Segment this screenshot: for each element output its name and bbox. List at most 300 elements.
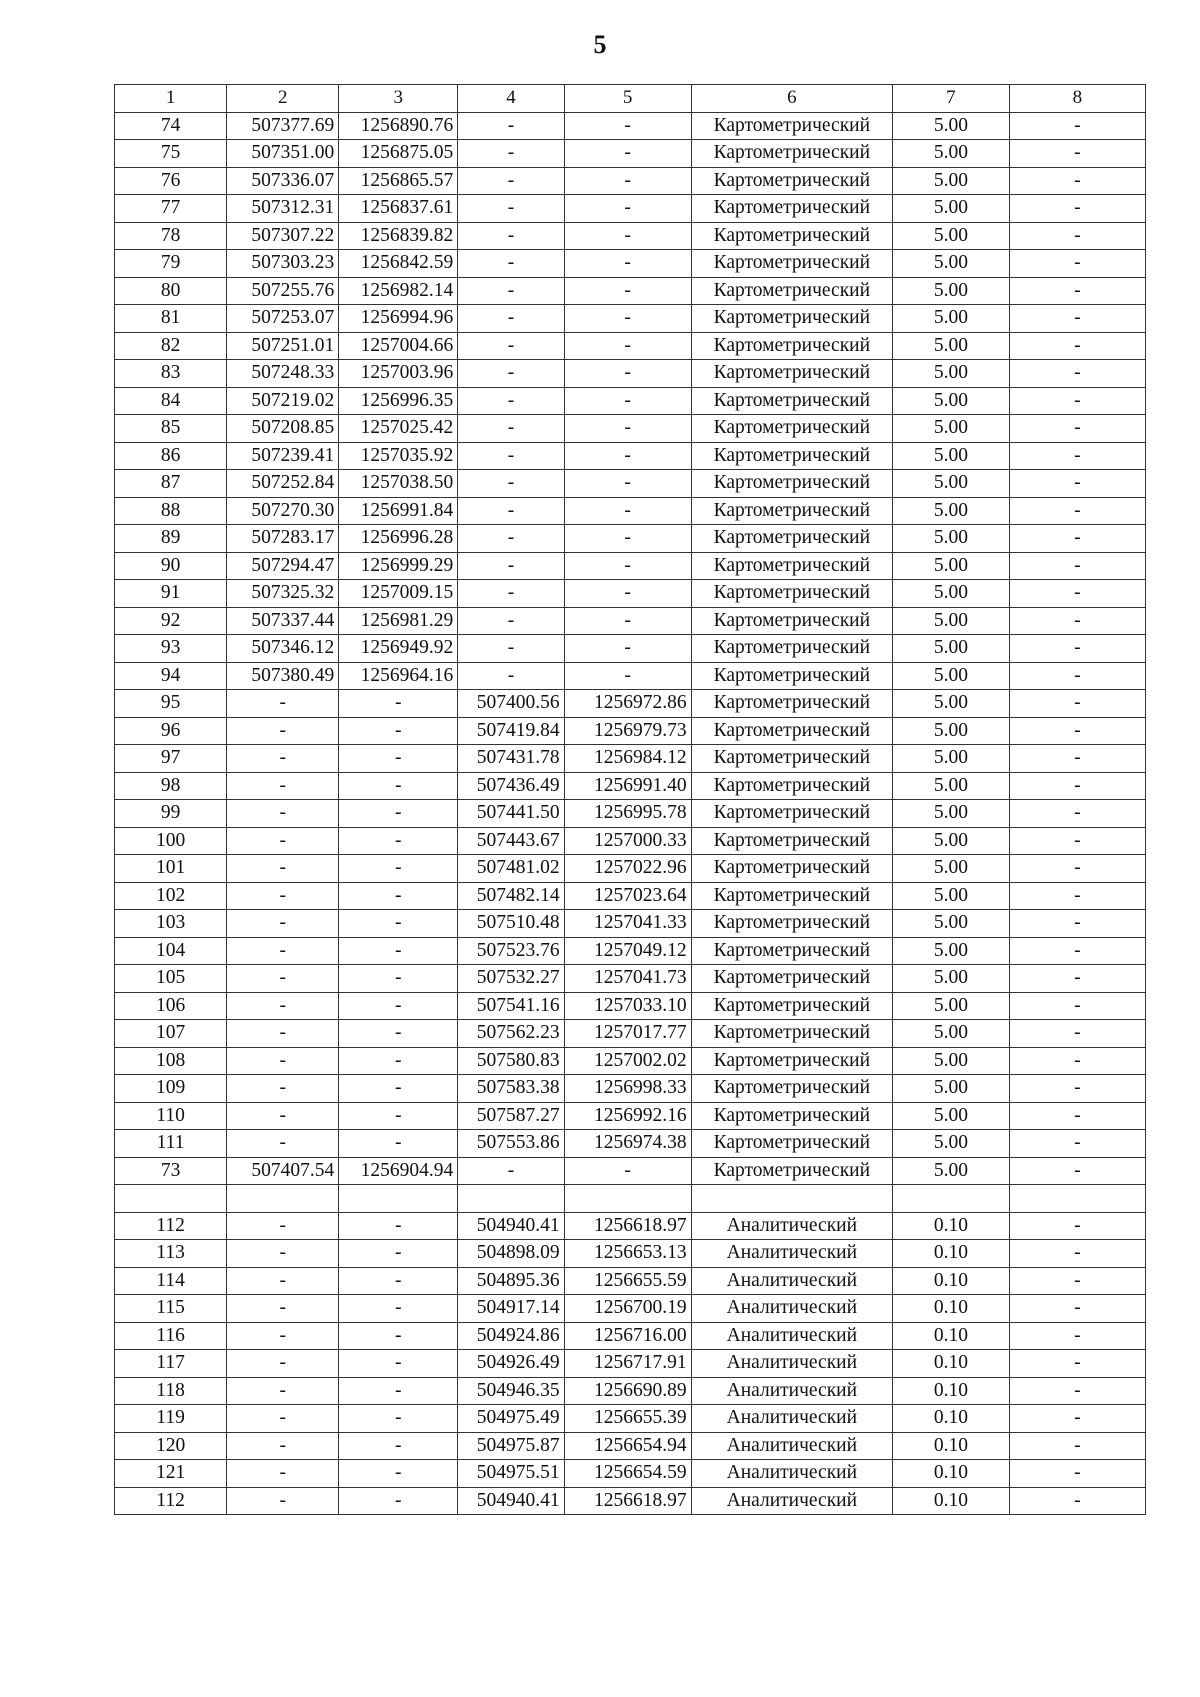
existing-y-cell: 1256875.05: [339, 140, 458, 168]
description-cell: -: [1009, 772, 1145, 800]
description-cell: -: [1009, 855, 1145, 883]
existing-y-cell: -: [339, 717, 458, 745]
existing-x-cell: [227, 1185, 339, 1213]
point-number-cell: 108: [115, 1047, 227, 1075]
description-cell: -: [1009, 910, 1145, 938]
accuracy-cell: 0.10: [893, 1350, 1010, 1378]
existing-x-cell: 507377.69: [227, 112, 339, 140]
existing-y-cell: -: [339, 1350, 458, 1378]
point-number-cell: 117: [115, 1350, 227, 1378]
table-row: [115, 855, 1146, 883]
accuracy-cell: 0.10: [893, 1322, 1010, 1350]
existing-y-cell: 1257035.92: [339, 442, 458, 470]
new-y-cell: 1257017.77: [564, 1020, 691, 1048]
existing-y-cell: -: [339, 745, 458, 773]
accuracy-cell: 5.00: [893, 965, 1010, 993]
table-row: [115, 112, 1146, 140]
table-row: [115, 140, 1146, 168]
existing-x-cell: -: [227, 745, 339, 773]
point-number-cell: 109: [115, 1075, 227, 1103]
method-cell: Картометрический: [691, 635, 892, 663]
table-row: [115, 442, 1146, 470]
point-number-cell: 83: [115, 360, 227, 388]
description-cell: -: [1009, 525, 1145, 553]
accuracy-cell: 5.00: [893, 497, 1010, 525]
new-x-cell: [458, 1185, 564, 1213]
table-row: [115, 1185, 1146, 1213]
method-cell: Аналитический: [691, 1295, 892, 1323]
description-cell: -: [1009, 662, 1145, 690]
method-cell: Картометрический: [691, 690, 892, 718]
method-cell: Аналитический: [691, 1240, 892, 1268]
table-row: [115, 1295, 1146, 1323]
table-row: [115, 800, 1146, 828]
column-header: 7: [893, 85, 1010, 113]
new-x-cell: 507510.48: [458, 910, 564, 938]
new-x-cell: 504940.41: [458, 1487, 564, 1515]
existing-y-cell: -: [339, 1212, 458, 1240]
accuracy-cell: [893, 1185, 1010, 1213]
point-number-cell: 87: [115, 470, 227, 498]
method-cell: Картометрический: [691, 112, 892, 140]
existing-y-cell: -: [339, 965, 458, 993]
point-number-cell: 110: [115, 1102, 227, 1130]
existing-x-cell: 507337.44: [227, 607, 339, 635]
new-x-cell: 507580.83: [458, 1047, 564, 1075]
accuracy-cell: 5.00: [893, 277, 1010, 305]
new-x-cell: 507481.02: [458, 855, 564, 883]
existing-y-cell: 1256996.35: [339, 387, 458, 415]
point-number-cell: 97: [115, 745, 227, 773]
existing-y-cell: -: [339, 1047, 458, 1075]
description-cell: -: [1009, 415, 1145, 443]
existing-y-cell: -: [339, 690, 458, 718]
existing-y-cell: -: [339, 1240, 458, 1268]
accuracy-cell: 5.00: [893, 1020, 1010, 1048]
description-cell: -: [1009, 1322, 1145, 1350]
method-cell: Картометрический: [691, 800, 892, 828]
new-y-cell: -: [564, 662, 691, 690]
description-cell: -: [1009, 1377, 1145, 1405]
new-y-cell: 1256655.39: [564, 1405, 691, 1433]
point-number-cell: 88: [115, 497, 227, 525]
existing-y-cell: 1256865.57: [339, 167, 458, 195]
existing-x-cell: -: [227, 1047, 339, 1075]
new-y-cell: 1256655.59: [564, 1267, 691, 1295]
point-number-cell: 120: [115, 1432, 227, 1460]
existing-y-cell: 1256949.92: [339, 635, 458, 663]
new-y-cell: 1256974.38: [564, 1130, 691, 1158]
method-cell: Картометрический: [691, 442, 892, 470]
method-cell: Аналитический: [691, 1432, 892, 1460]
new-y-cell: 1257000.33: [564, 827, 691, 855]
existing-y-cell: -: [339, 937, 458, 965]
point-number-cell: 74: [115, 112, 227, 140]
accuracy-cell: 5.00: [893, 415, 1010, 443]
accuracy-cell: 5.00: [893, 937, 1010, 965]
table-row: [115, 580, 1146, 608]
new-x-cell: -: [458, 552, 564, 580]
description-cell: -: [1009, 167, 1145, 195]
accuracy-cell: 5.00: [893, 662, 1010, 690]
new-x-cell: 507583.38: [458, 1075, 564, 1103]
description-cell: -: [1009, 745, 1145, 773]
accuracy-cell: 0.10: [893, 1240, 1010, 1268]
point-number-cell: 98: [115, 772, 227, 800]
new-x-cell: -: [458, 497, 564, 525]
new-x-cell: -: [458, 635, 564, 663]
existing-y-cell: 1257009.15: [339, 580, 458, 608]
existing-y-cell: -: [339, 882, 458, 910]
table-row: [115, 1432, 1146, 1460]
existing-y-cell: -: [339, 855, 458, 883]
description-cell: -: [1009, 1405, 1145, 1433]
method-cell: Картометрический: [691, 332, 892, 360]
description-cell: -: [1009, 800, 1145, 828]
new-y-cell: 1257002.02: [564, 1047, 691, 1075]
table-row: [115, 470, 1146, 498]
new-y-cell: -: [564, 387, 691, 415]
description-cell: -: [1009, 1020, 1145, 1048]
description-cell: -: [1009, 827, 1145, 855]
accuracy-cell: 5.00: [893, 250, 1010, 278]
table-row: [115, 552, 1146, 580]
method-cell: Картометрический: [691, 250, 892, 278]
description-cell: -: [1009, 442, 1145, 470]
accuracy-cell: 0.10: [893, 1212, 1010, 1240]
accuracy-cell: 5.00: [893, 387, 1010, 415]
existing-x-cell: 507303.23: [227, 250, 339, 278]
description-cell: [1009, 1185, 1145, 1213]
method-cell: Аналитический: [691, 1212, 892, 1240]
accuracy-cell: 5.00: [893, 112, 1010, 140]
description-cell: -: [1009, 1240, 1145, 1268]
description-cell: -: [1009, 552, 1145, 580]
existing-x-cell: -: [227, 1020, 339, 1048]
description-cell: -: [1009, 1075, 1145, 1103]
new-y-cell: 1257049.12: [564, 937, 691, 965]
new-y-cell: [564, 1185, 691, 1213]
accuracy-cell: 5.00: [893, 140, 1010, 168]
point-number-cell: 119: [115, 1405, 227, 1433]
point-number-cell: 95: [115, 690, 227, 718]
method-cell: Аналитический: [691, 1377, 892, 1405]
accuracy-cell: 0.10: [893, 1405, 1010, 1433]
existing-y-cell: 1256890.76: [339, 112, 458, 140]
new-x-cell: -: [458, 360, 564, 388]
new-y-cell: 1256998.33: [564, 1075, 691, 1103]
existing-y-cell: -: [339, 992, 458, 1020]
existing-y-cell: -: [339, 800, 458, 828]
method-cell: Аналитический: [691, 1487, 892, 1515]
method-cell: Картометрический: [691, 745, 892, 773]
method-cell: Аналитический: [691, 1267, 892, 1295]
description-cell: -: [1009, 992, 1145, 1020]
existing-x-cell: -: [227, 800, 339, 828]
new-x-cell: -: [458, 1157, 564, 1185]
table-row: [115, 1487, 1146, 1515]
point-number-cell: 91: [115, 580, 227, 608]
method-cell: Картометрический: [691, 607, 892, 635]
point-number-cell: 86: [115, 442, 227, 470]
point-number-cell: 104: [115, 937, 227, 965]
point-number-cell: 94: [115, 662, 227, 690]
new-x-cell: -: [458, 662, 564, 690]
point-number-cell: 92: [115, 607, 227, 635]
point-number-cell: 103: [115, 910, 227, 938]
table-row: [115, 332, 1146, 360]
table-row: [115, 1075, 1146, 1103]
new-x-cell: -: [458, 415, 564, 443]
accuracy-cell: 5.00: [893, 1130, 1010, 1158]
description-cell: -: [1009, 1212, 1145, 1240]
new-y-cell: 1256716.00: [564, 1322, 691, 1350]
point-number-cell: 89: [115, 525, 227, 553]
point-number-cell: 107: [115, 1020, 227, 1048]
existing-x-cell: 507270.30: [227, 497, 339, 525]
new-x-cell: 504924.86: [458, 1322, 564, 1350]
new-y-cell: 1257041.73: [564, 965, 691, 993]
existing-x-cell: -: [227, 1130, 339, 1158]
existing-y-cell: 1256996.28: [339, 525, 458, 553]
existing-x-cell: 507248.33: [227, 360, 339, 388]
existing-x-cell: 507346.12: [227, 635, 339, 663]
existing-x-cell: -: [227, 937, 339, 965]
existing-y-cell: -: [339, 1295, 458, 1323]
new-x-cell: 507523.76: [458, 937, 564, 965]
new-x-cell: -: [458, 387, 564, 415]
existing-y-cell: -: [339, 1405, 458, 1433]
existing-y-cell: 1256904.94: [339, 1157, 458, 1185]
existing-x-cell: 507255.76: [227, 277, 339, 305]
point-number-cell: 96: [115, 717, 227, 745]
existing-y-cell: -: [339, 910, 458, 938]
existing-y-cell: 1257038.50: [339, 470, 458, 498]
existing-y-cell: -: [339, 1075, 458, 1103]
existing-x-cell: 507336.07: [227, 167, 339, 195]
existing-x-cell: -: [227, 1487, 339, 1515]
existing-y-cell: -: [339, 1487, 458, 1515]
point-number-cell: 116: [115, 1322, 227, 1350]
existing-y-cell: 1256837.61: [339, 195, 458, 223]
new-x-cell: -: [458, 195, 564, 223]
new-x-cell: 504975.87: [458, 1432, 564, 1460]
accuracy-cell: 5.00: [893, 525, 1010, 553]
new-x-cell: -: [458, 277, 564, 305]
method-cell: Картометрический: [691, 992, 892, 1020]
point-number-cell: 121: [115, 1460, 227, 1488]
description-cell: -: [1009, 580, 1145, 608]
method-cell: Картометрический: [691, 717, 892, 745]
new-y-cell: -: [564, 332, 691, 360]
table-row: [115, 662, 1146, 690]
column-header: 4: [458, 85, 564, 113]
existing-x-cell: 507307.22: [227, 222, 339, 250]
new-y-cell: -: [564, 360, 691, 388]
point-number-cell: 101: [115, 855, 227, 883]
method-cell: Аналитический: [691, 1350, 892, 1378]
new-x-cell: 507541.16: [458, 992, 564, 1020]
description-cell: -: [1009, 1047, 1145, 1075]
table-row: [115, 992, 1146, 1020]
point-number-cell: 111: [115, 1130, 227, 1158]
new-y-cell: -: [564, 470, 691, 498]
existing-y-cell: -: [339, 1460, 458, 1488]
existing-x-cell: -: [227, 882, 339, 910]
new-x-cell: 504895.36: [458, 1267, 564, 1295]
table-row: [115, 1020, 1146, 1048]
table-row: [115, 1240, 1146, 1268]
new-x-cell: -: [458, 442, 564, 470]
table-row: [115, 690, 1146, 718]
point-number-cell: 80: [115, 277, 227, 305]
existing-x-cell: -: [227, 1267, 339, 1295]
method-cell: Аналитический: [691, 1322, 892, 1350]
existing-y-cell: 1257003.96: [339, 360, 458, 388]
table-row: [115, 415, 1146, 443]
table-row: [115, 167, 1146, 195]
accuracy-cell: 5.00: [893, 1047, 1010, 1075]
table-row: [115, 965, 1146, 993]
existing-y-cell: 1256982.14: [339, 277, 458, 305]
new-y-cell: -: [564, 497, 691, 525]
description-cell: -: [1009, 690, 1145, 718]
accuracy-cell: 0.10: [893, 1460, 1010, 1488]
new-y-cell: 1256618.97: [564, 1487, 691, 1515]
table-row: [115, 1047, 1146, 1075]
new-x-cell: 504898.09: [458, 1240, 564, 1268]
accuracy-cell: 5.00: [893, 332, 1010, 360]
new-x-cell: -: [458, 222, 564, 250]
method-cell: Картометрический: [691, 910, 892, 938]
table-row: [115, 525, 1146, 553]
existing-y-cell: 1256991.84: [339, 497, 458, 525]
accuracy-cell: 5.00: [893, 690, 1010, 718]
table-row: [115, 360, 1146, 388]
column-header: 5: [564, 85, 691, 113]
new-y-cell: 1256992.16: [564, 1102, 691, 1130]
description-cell: -: [1009, 1487, 1145, 1515]
new-y-cell: 1256717.91: [564, 1350, 691, 1378]
accuracy-cell: 5.00: [893, 1157, 1010, 1185]
new-x-cell: 504946.35: [458, 1377, 564, 1405]
point-number-cell: 115: [115, 1295, 227, 1323]
point-number-cell: 112: [115, 1487, 227, 1515]
description-cell: -: [1009, 1130, 1145, 1158]
new-y-cell: -: [564, 305, 691, 333]
new-y-cell: -: [564, 1157, 691, 1185]
point-number-cell: 79: [115, 250, 227, 278]
new-x-cell: 507482.14: [458, 882, 564, 910]
table-row: [115, 607, 1146, 635]
existing-x-cell: -: [227, 690, 339, 718]
accuracy-cell: 5.00: [893, 552, 1010, 580]
new-y-cell: -: [564, 635, 691, 663]
table-row: [115, 1460, 1146, 1488]
accuracy-cell: 5.00: [893, 167, 1010, 195]
table-row: [115, 1212, 1146, 1240]
description-cell: -: [1009, 497, 1145, 525]
table-row: [115, 1377, 1146, 1405]
new-x-cell: -: [458, 112, 564, 140]
new-y-cell: 1257041.33: [564, 910, 691, 938]
point-number-cell: 113: [115, 1240, 227, 1268]
existing-y-cell: 1256999.29: [339, 552, 458, 580]
accuracy-cell: 5.00: [893, 1075, 1010, 1103]
accuracy-cell: 5.00: [893, 607, 1010, 635]
existing-x-cell: -: [227, 1212, 339, 1240]
description-cell: -: [1009, 1295, 1145, 1323]
existing-x-cell: -: [227, 1377, 339, 1405]
description-cell: -: [1009, 965, 1145, 993]
new-y-cell: -: [564, 525, 691, 553]
description-cell: -: [1009, 1432, 1145, 1460]
new-y-cell: -: [564, 607, 691, 635]
new-y-cell: 1256972.86: [564, 690, 691, 718]
coordinates-table: [114, 84, 1146, 1515]
point-number-cell: 77: [115, 195, 227, 223]
new-y-cell: 1256984.12: [564, 745, 691, 773]
description-cell: -: [1009, 1157, 1145, 1185]
new-y-cell: 1257023.64: [564, 882, 691, 910]
description-cell: -: [1009, 222, 1145, 250]
existing-y-cell: -: [339, 1322, 458, 1350]
existing-x-cell: 507208.85: [227, 415, 339, 443]
new-x-cell: 504917.14: [458, 1295, 564, 1323]
existing-x-cell: -: [227, 1240, 339, 1268]
method-cell: Картометрический: [691, 1047, 892, 1075]
new-x-cell: 507532.27: [458, 965, 564, 993]
new-y-cell: -: [564, 442, 691, 470]
existing-y-cell: -: [339, 772, 458, 800]
new-x-cell: 507562.23: [458, 1020, 564, 1048]
table-row: [115, 222, 1146, 250]
new-y-cell: -: [564, 112, 691, 140]
existing-x-cell: -: [227, 1102, 339, 1130]
accuracy-cell: 5.00: [893, 745, 1010, 773]
point-number-cell: 118: [115, 1377, 227, 1405]
new-x-cell: -: [458, 250, 564, 278]
existing-x-cell: -: [227, 772, 339, 800]
accuracy-cell: 5.00: [893, 635, 1010, 663]
existing-x-cell: 507294.47: [227, 552, 339, 580]
existing-x-cell: -: [227, 1432, 339, 1460]
new-x-cell: 507419.84: [458, 717, 564, 745]
table-row: [115, 497, 1146, 525]
description-cell: -: [1009, 882, 1145, 910]
new-y-cell: 1256979.73: [564, 717, 691, 745]
page-number: 5: [593, 30, 607, 59]
existing-x-cell: 507239.41: [227, 442, 339, 470]
accuracy-cell: 0.10: [893, 1295, 1010, 1323]
new-x-cell: -: [458, 140, 564, 168]
table-row: [115, 882, 1146, 910]
method-cell: Картометрический: [691, 140, 892, 168]
description-cell: -: [1009, 305, 1145, 333]
point-number-cell: 81: [115, 305, 227, 333]
table-row: [115, 937, 1146, 965]
new-y-cell: -: [564, 140, 691, 168]
existing-x-cell: -: [227, 1350, 339, 1378]
table-row: [115, 1350, 1146, 1378]
new-y-cell: 1256690.89: [564, 1377, 691, 1405]
table-header-row: [115, 85, 1146, 113]
existing-x-cell: 507252.84: [227, 470, 339, 498]
existing-y-cell: 1256964.16: [339, 662, 458, 690]
method-cell: Картометрический: [691, 470, 892, 498]
point-number-cell: 105: [115, 965, 227, 993]
method-cell: Картометрический: [691, 965, 892, 993]
